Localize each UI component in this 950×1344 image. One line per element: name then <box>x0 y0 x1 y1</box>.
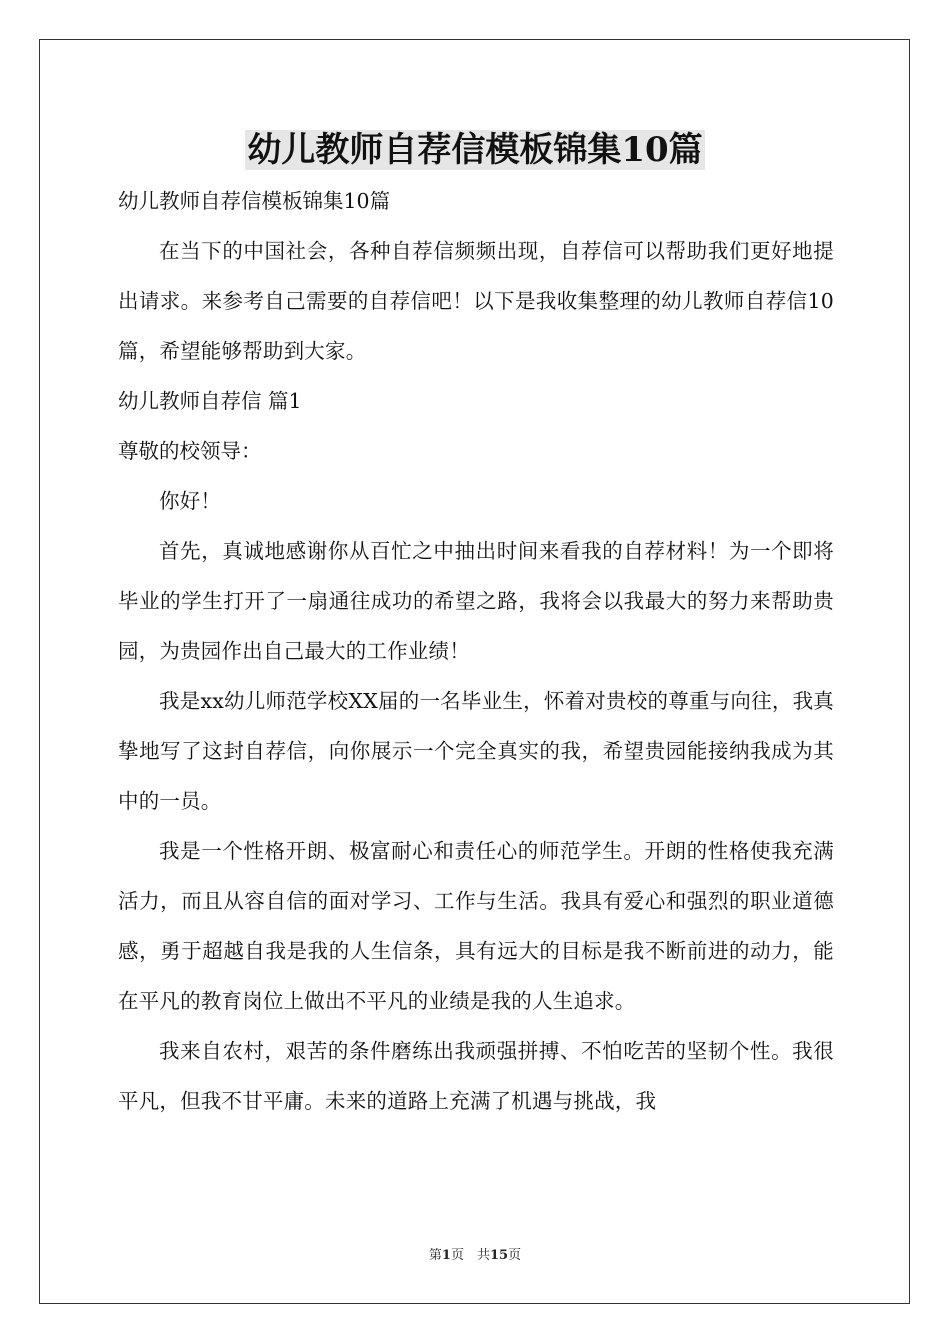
body-paragraph-3: 我是一个性格开朗、极富耐心和责任心的师范学生。开朗的性格使我充满活力，而且从容自信的面对学习、工作与生活。我具有爱心和强烈的职业道德感，勇于超越自我是我的人生信条，具有远大的目标是我不断前进的动力，能在平凡的教育岗位上做出不平凡的业绩是我的人生追求。 <box>118 839 834 1013</box>
document-title <box>0 124 950 176</box>
page-prefix: 第 <box>428 1248 442 1263</box>
body-paragraph-1: 首先，真诚地感谢你从百忙之中抽出时间来看我的自荐材料！为一个即将毕业的学生打开了一扇通往成功的希望之路，我将会以我最大的努力来帮助贵园，为贵园作出自己最大的工作业绩！ <box>118 539 834 663</box>
intro-paragraph: 在当下的中国社会，各种自荐信频频出现，自荐信可以帮助我们更好地提出请求。来参考自己需要的自荐信吧！以下是我收集整理的幼儿教师自荐信10篇，希望能够帮助到大家。 <box>118 239 834 363</box>
total-page-number: 15 <box>489 1248 509 1263</box>
body-paragraph-2: 我是xx幼儿师范学校XX届的一名毕业生，怀着对贵校的尊重与向往，我真挚地写了这封自荐信，向你展示一个完全真实的我，希望贵园能接纳我成为其中的一员。 <box>118 689 834 813</box>
page-footer <box>0 1246 950 1266</box>
current-page-number: 1 <box>441 1248 451 1263</box>
document-body <box>118 176 834 1126</box>
document-title-text: 幼儿教师自荐信模板锦集10篇 <box>247 130 703 170</box>
salutation: 尊敬的校领导： <box>118 439 262 463</box>
document-subtitle: 幼儿教师自荐信模板锦集10篇 <box>118 189 391 213</box>
body-paragraph-4: 我来自农村，艰苦的条件磨练出我顽强拼搏、不怕吃苦的坚韧个性。我很平凡，但我不甘平庸。未来的道路上充满了机遇与挑战，我 <box>118 1039 834 1113</box>
page-mid: 页 共 <box>450 1248 490 1263</box>
page-suffix: 页 <box>508 1248 522 1263</box>
greeting: 你好！ <box>159 489 222 513</box>
section-heading: 幼儿教师自荐信 篇1 <box>118 389 302 413</box>
